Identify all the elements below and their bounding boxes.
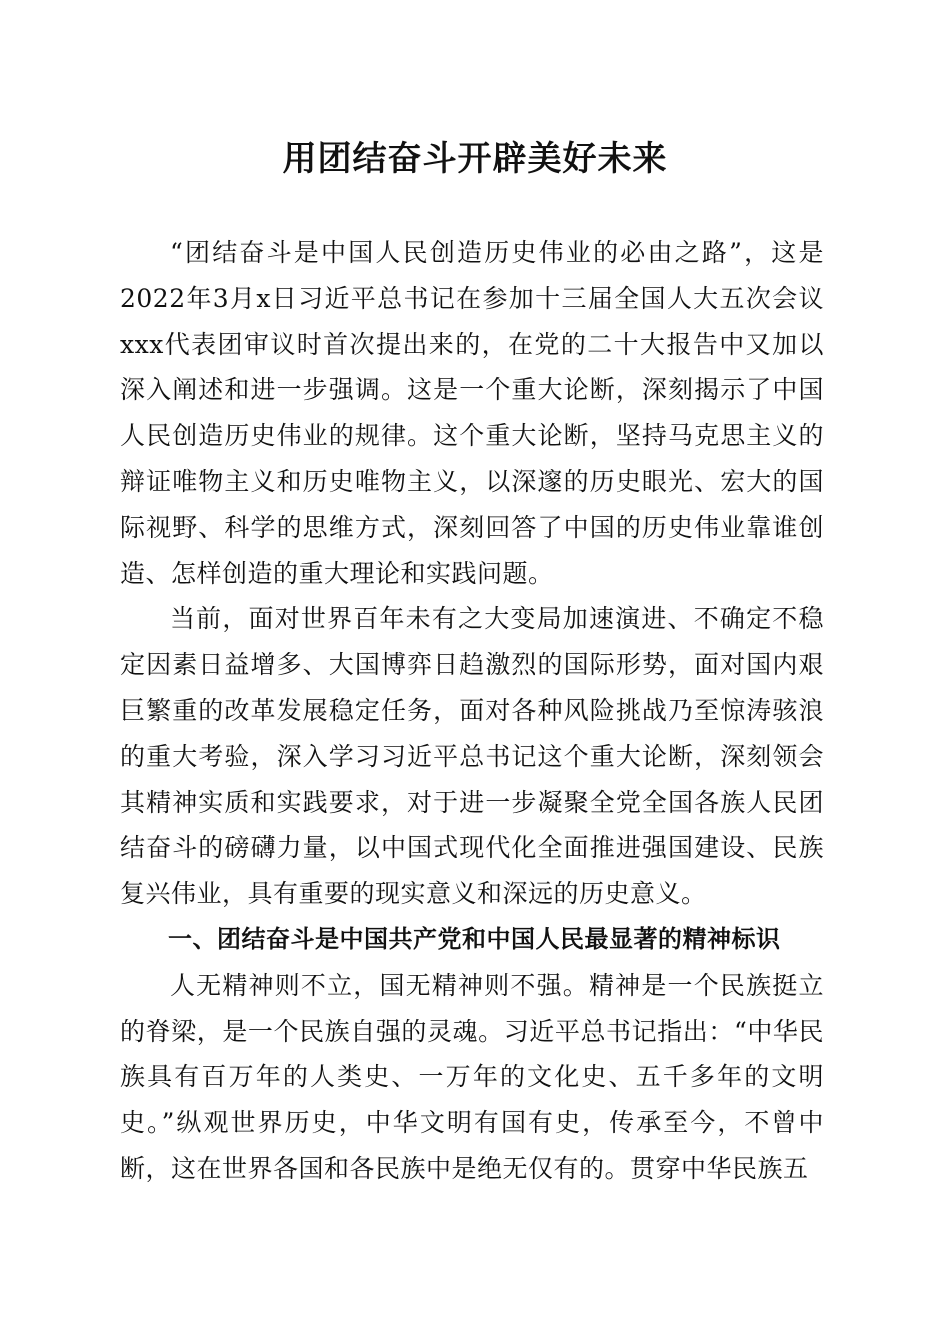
section-heading: 一、团结奋斗是中国共产党和中国人民最显著的精神标识 xyxy=(168,924,781,953)
document-title: 用团结奋斗开辟美好未来 xyxy=(282,139,668,179)
document-body xyxy=(120,230,824,1192)
paragraph-intro: “团结奋斗是中国人民创造历史伟业的必由之路”，这是2022年3月x日习近平总书记在参加十三届全国人大五次会议xxx代表团审议时首次提出来的，在党的二十大报告中又加以深入阐述和进一步强调。这是一个重大论断，深刻揭示了中国人民创造历史伟业的规律。这个重大论断，坚持马克思主义的辩证唯物主义和历史唯物主义，以深邃的历史眼光、宏大的国际视野、科学的思维方式，深刻回答了中国的历史伟业靠谁创造、怎样创造的重大理论和实践问题。 xyxy=(120,238,824,588)
paragraph-context: 当前，面对世界百年未有之大变局加速演进、不确定不稳定因素日益增多、大国博弈日趋激烈的国际形势，面对国内艰巨繁重的改革发展稳定任务，面对各种风险挑战乃至惊涛骇浪的重大考验，深入学习习近平总书记这个重大论断，深刻领会其精神实质和实践要求，对于进一步凝聚全党全国各族人民团结奋斗的磅礴力量，以中国式现代化全面推进强国建设、民族复兴伟业，具有重要的现实意义和深远的历史意义。 xyxy=(120,604,824,909)
paragraph-section-one: 人无精神则不立，国无精神则不强。精神是一个民族挺立的脊梁，是一个民族自强的灵魂。习近平总书记指出：“中华民族具有百万年的人类史、一万年的文化史、五千多年的文明史。”纵观世界历史，中华文明有国有史，传承至今，不曾中断，这在世界各国和各民族中是绝无仅有的。贯穿中华民族五 xyxy=(120,970,824,1183)
